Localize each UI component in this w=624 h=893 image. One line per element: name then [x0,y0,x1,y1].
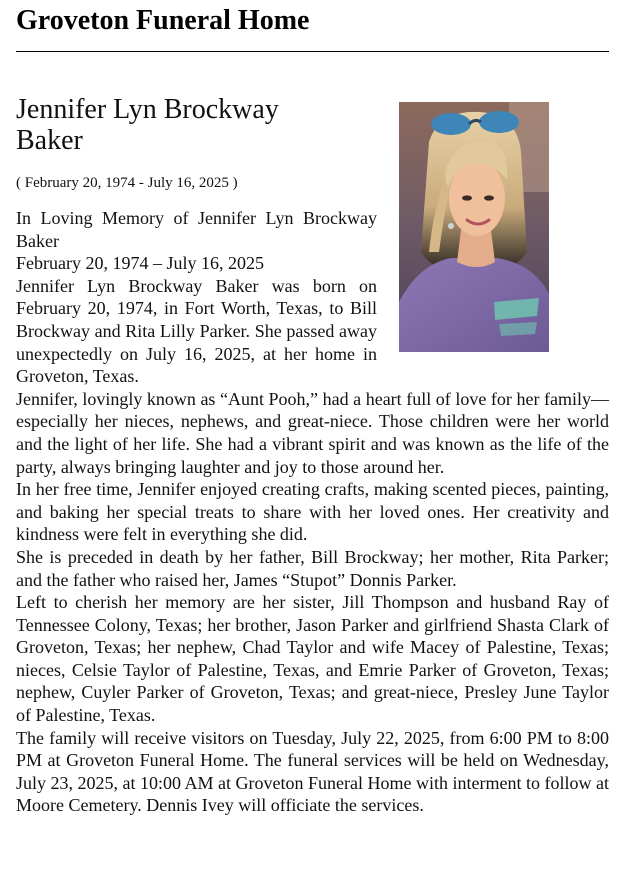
paragraph-preceded: She is preceded in death by her father, Bill Brockway; her mother, Rita Parker; and the father who raised her, James “Stupot” Donnis Parker. [16,546,609,590]
life-dates: ( February 20, 1974 - July 16, 2025 ) [16,175,238,191]
paragraph-survivors: Left to cherish her memory are her sister, Jill Thompson and husband Ray of Tennessee Colony, Texas; her brother, Jason Parker and girlfriend Shasta Clark of Groveton, Texas; her nephew, Chad Taylor and wife Macey of Palestine, Texas; nieces, Celsie Taylor of Palestine, Texas, and Emrie Parker of Groveton, Texas; nephew, Cuyler Parker of Groveton, Texas; and great-niece, Presley June Taylor of Palestine, Texas. [16,592,609,726]
paragraph-aunt-pooh: Jennifer, lovingly known as “Aunt Pooh,” had a heart full of love for her family—especially her nieces, nephews, and great-niece. Those children were her world and the light of her life. She had a vibrant spirit and was known as the life of the party, always bringing laughter and joy to those around her. [16,388,609,477]
paragraph-birth: Jennifer Lyn Brockway Baker was born on February 20, 1974, in Fort Worth, Texas, to Bill Brockway and Rita Lilly Parker. She passed away unexpectedly on July 16, 2025, at her home in Groveton, Texas. [16,275,377,387]
obituary-article [16,94,609,817]
paragraph-date-range: February 20, 1974 – July 16, 2025 [16,253,264,274]
portrait-photo [399,102,549,352]
paragraph-memorial-heading: In Loving Memory of Jennifer Lyn Brockway Baker [16,208,377,251]
paragraph-hobbies: In her free time, Jennifer enjoyed creating crafts, making scented pieces, painting, and baking her special treats to share with her loved ones. Her creativity and kindness were felt in everything she did. [16,479,609,545]
header-divider [16,51,609,52]
deceased-name: Jennifer Lyn Brockway Baker [16,94,279,156]
paragraph-services: The family will receive visitors on Tuesday, July 22, 2025, from 6:00 PM to 8:00 PM at Groveton Funeral Home. The funeral services will be held on Wednesday, July 23, 2025, at 10:00 AM at Groveton Funeral Home with interment to follow at Moore Cemetery. Dennis Ivey will officiate the services. [16,727,609,816]
site-header [16,4,609,38]
site-title[interactable]: Groveton Funeral Home [16,5,310,36]
